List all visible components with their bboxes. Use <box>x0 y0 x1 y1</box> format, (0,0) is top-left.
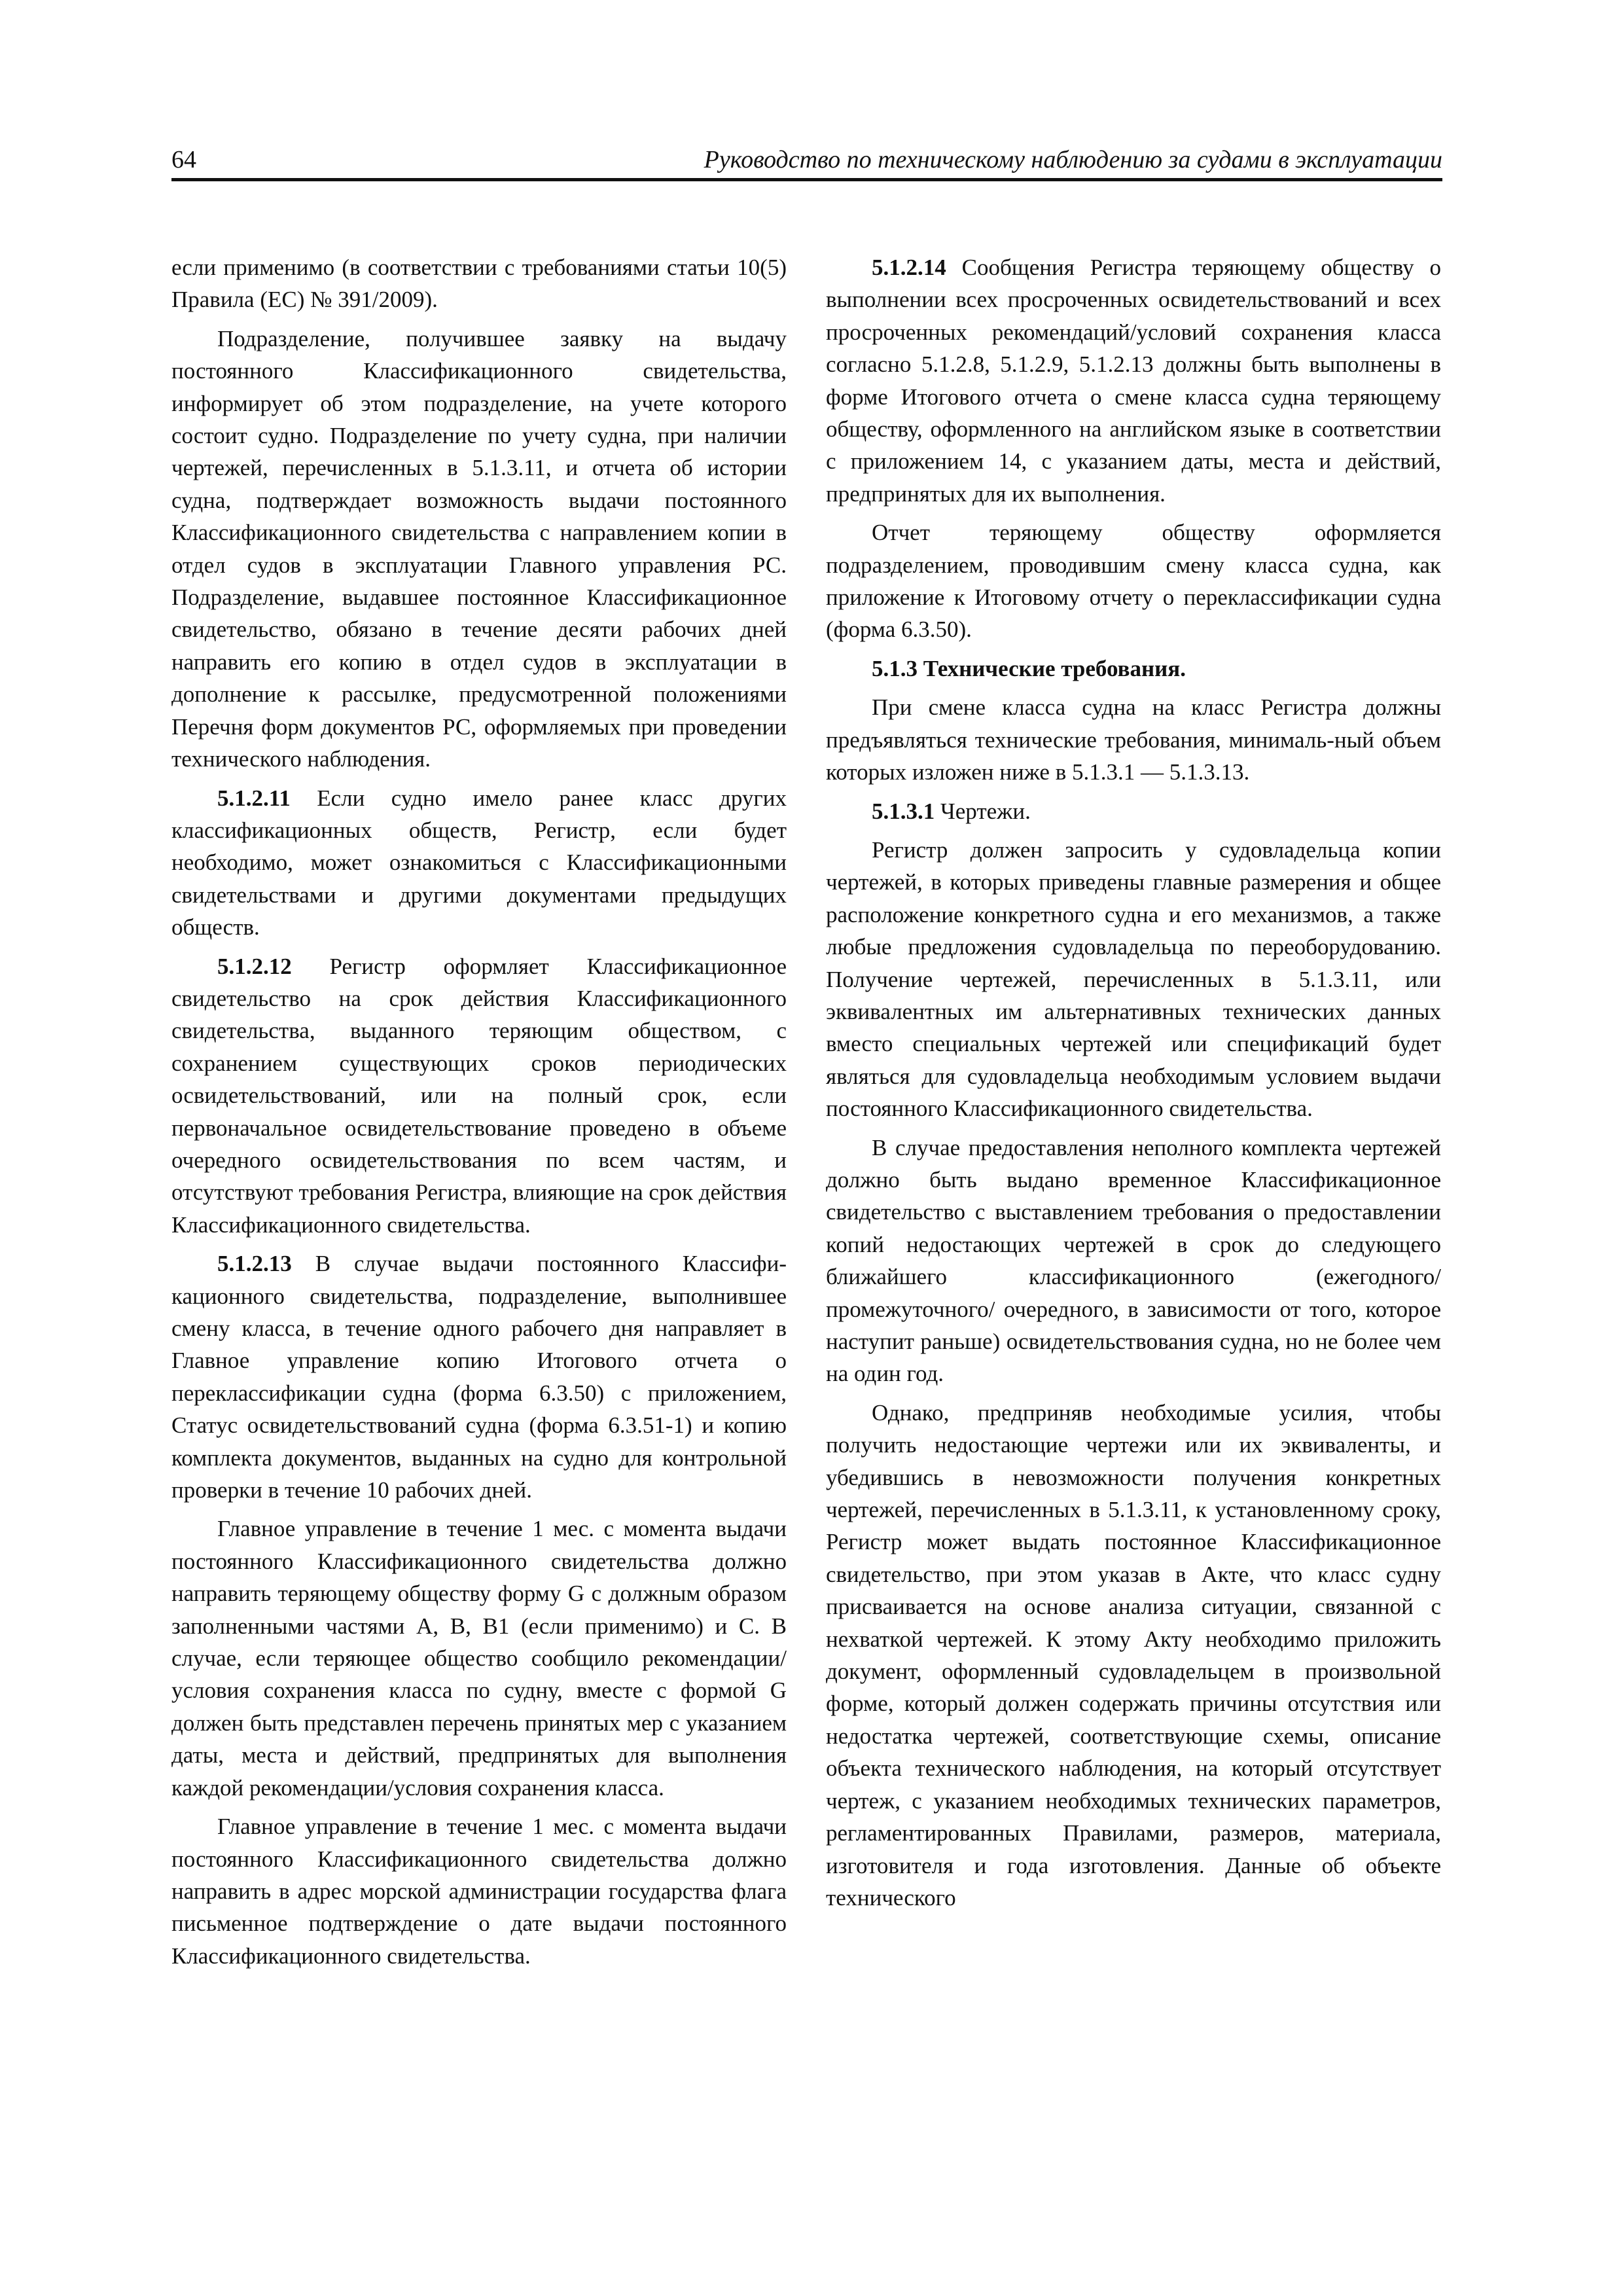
header-divider <box>171 178 1442 181</box>
paragraph: Регистр должен запросить у судовладельца копии чертежей, в которых приведены главные размерения и общее расположение конкретного судна и его механизмов, а также любые предложения судовладельца по переоборудованию. Получение чертежей, перечисленных в 5.1.3.11, или эквивалентных им альтернативных технических данных вместо специальных чертежей или спецификаций будет являться для судовладельца необходимым условием выдачи постоянного Классификационного свидетельства. <box>826 836 1441 1122</box>
paragraph-text: Если судно имело ранее класс других классификационных обществ, Регистр, если будет необходимо, может ознакомиться с Классификационными свидетельствами и другими документами предыдущих обществ. <box>171 785 787 941</box>
paragraph: Главное управление в течение 1 мес. с момента выдачи постоянного Классификационного свидетельства должно направить теряющему обществу форму G с должным образом заполненными частями A, B, B1 (если применимо) и C. В случае, если теряющее общество сообщило рекомендации/ условия сохранения класса по судну, вместе с формой G должен быть представлен перечень принятых мер с указанием даты, места и действий, предпринятых для выполнения каждой рекомендации/условия сохранения класса. <box>171 1516 787 1801</box>
paragraph-5-1-2-11 <box>171 782 787 944</box>
paragraph-text: Чертежи. <box>935 798 1031 824</box>
section-number: 5.1.2.13 <box>217 1251 292 1277</box>
paragraph: Отчет теряющему обществу оформляется подразделением, проводившим смену класса судна, как приложение к Итоговому отчету о переклассификации судна (форма 6.3.50). <box>826 520 1441 643</box>
section-number: 5.1.2.11 <box>217 785 291 811</box>
paragraph: Подразделение, получившее заявку на выдачу постоянного Классификационного свидетельства, информирует об этом подразделение, на учете которого состоит судно. Подразделение по учету судна, при наличии чертежей, перечисленных в 5.1.3.11, и отчета об истории судна, подтверждает возможность выдачи постоянного Классификационного свидетельства с направлением копии в отдел судов в эксплуатации Главного управления РС. Подразделение, выдавшее постоянное Классификационное свидетельство, обязано в течение десяти рабочих дней направить его копию в отдел судов в эксплуатации в дополнение к рассылке, предусмотренной положениями Перечня форм документов РС, оформляемых при проведении технического наблюдения. <box>171 325 787 772</box>
paragraph-text: Регистр оформляет Классификационное свидетельство на срок действия Классификационного свидетельства, выданного теряющим обществом, с сохранением существующих сроков периодических освидетельствований, или на полный срок, если первоначальное освидетельствование проведено в объеме очередного освидетельствования по всем частям, и отсутствуют требования Регистра, влияющие на срок действия Классификационного свидетельства. <box>171 953 787 1238</box>
running-header <box>171 145 1442 179</box>
paragraph: В случае предоставления неполного комплекта чертежей должно быть выдано временное Классификационное свидетельство с выставлением требования о предоставлении копий недостающих чертежей в срок до следующего ближайшего классификационного (ежегодного/промежуточного/ очередного, в зависимости от того, которое наступит раньше) освидетельствования судна, но не более чем на один год. <box>826 1134 1441 1387</box>
paragraph: если применимо (в соответствии с требованиями статьи 10(5) Правила (ЕС) № 391/2009). <box>171 255 787 313</box>
paragraph-text: Сообщения Регистра теряющему обществу о выполнении всех просроченных освидетельствований и всех просроченных рекомендаций/условий сохранения класса согласно 5.1.2.8, 5.1.2.9, 5.1.2.13 должны быть выполнены в форме Итогового отчета о смене класса судна теряющему обществу, оформленного на английском языке в соответствии с приложением 14, с указанием даты, места и действий, предпринятых для их выполнения. <box>826 255 1441 507</box>
paragraph: При смене класса судна на класс Регистра должны предъявляться технические требования, минималь-ный объем которых изложен ниже в 5.1.3.1 — 5.1.3.13. <box>826 694 1441 785</box>
section-heading: 5.1.3 Технические требования. <box>872 655 1186 681</box>
paragraph: Однако, предприняв необходимые усилия, чтобы получить недостающие чертежи или их эквиваленты, и убедившись в невозможности получения конкретных чертежей, перечисленных в 5.1.3.11, к установленному сроку, Регистр может выдать постоянное Классификационное свидетельство, при этом указав в Акте, что класс судну присваивается на основе анализа ситуации, связанной с нехваткой чертежей. К этому Акту необходимо приложить документ, оформленный судовладельцем в произвольной форме, который должен содержать причины отсутствия или недостатка чертежей, соответствующие схемы, описание объекта технического наблюдения, на который отсутствует чертеж, с указанием необходимых технических параметров, регламентированных Правилами, размеров, материала, изготовителя и года изготовления. Данные об объекте технического <box>826 1399 1441 1910</box>
right-column <box>826 251 1441 1920</box>
section-number: 5.1.2.12 <box>217 953 292 979</box>
paragraph: Главное управление в течение 1 мес. с момента выдачи постоянного Классификационного свидетельства должно направить в адрес морской администрации государства флага письменное подтверждение о дате выдачи постоянного Классификационного свидетельства. <box>171 1814 787 1969</box>
page-number: 64 <box>171 146 196 173</box>
left-column <box>171 251 787 1979</box>
paragraph-5-1-3-1 <box>826 795 1441 827</box>
section-number: 5.1.2.14 <box>872 255 946 280</box>
paragraph-5-1-2-14 <box>826 251 1441 510</box>
section-number: 5.1.3.1 <box>872 798 935 824</box>
paragraph-5-1-2-12 <box>171 950 787 1242</box>
paragraph-5-1-2-13 <box>171 1247 787 1506</box>
running-title: Руководство по техническому наблюдению за судами в эксплуатации <box>704 146 1442 173</box>
paragraph-text: В случае выдачи постоянного Классификационного свидетельства, подразделение, выполнившее смену класса, в течение одного рабочего дня направляет в Главное управление копию Итогового отчета о переклассификации судна (форма 6.3.50) с приложением, Статус освидетельствований судна (форма 6.3.51-1) и копию комплекта документов, выданных на судно для контрольной проверки в течение 10 рабочих дней. <box>171 1251 787 1503</box>
